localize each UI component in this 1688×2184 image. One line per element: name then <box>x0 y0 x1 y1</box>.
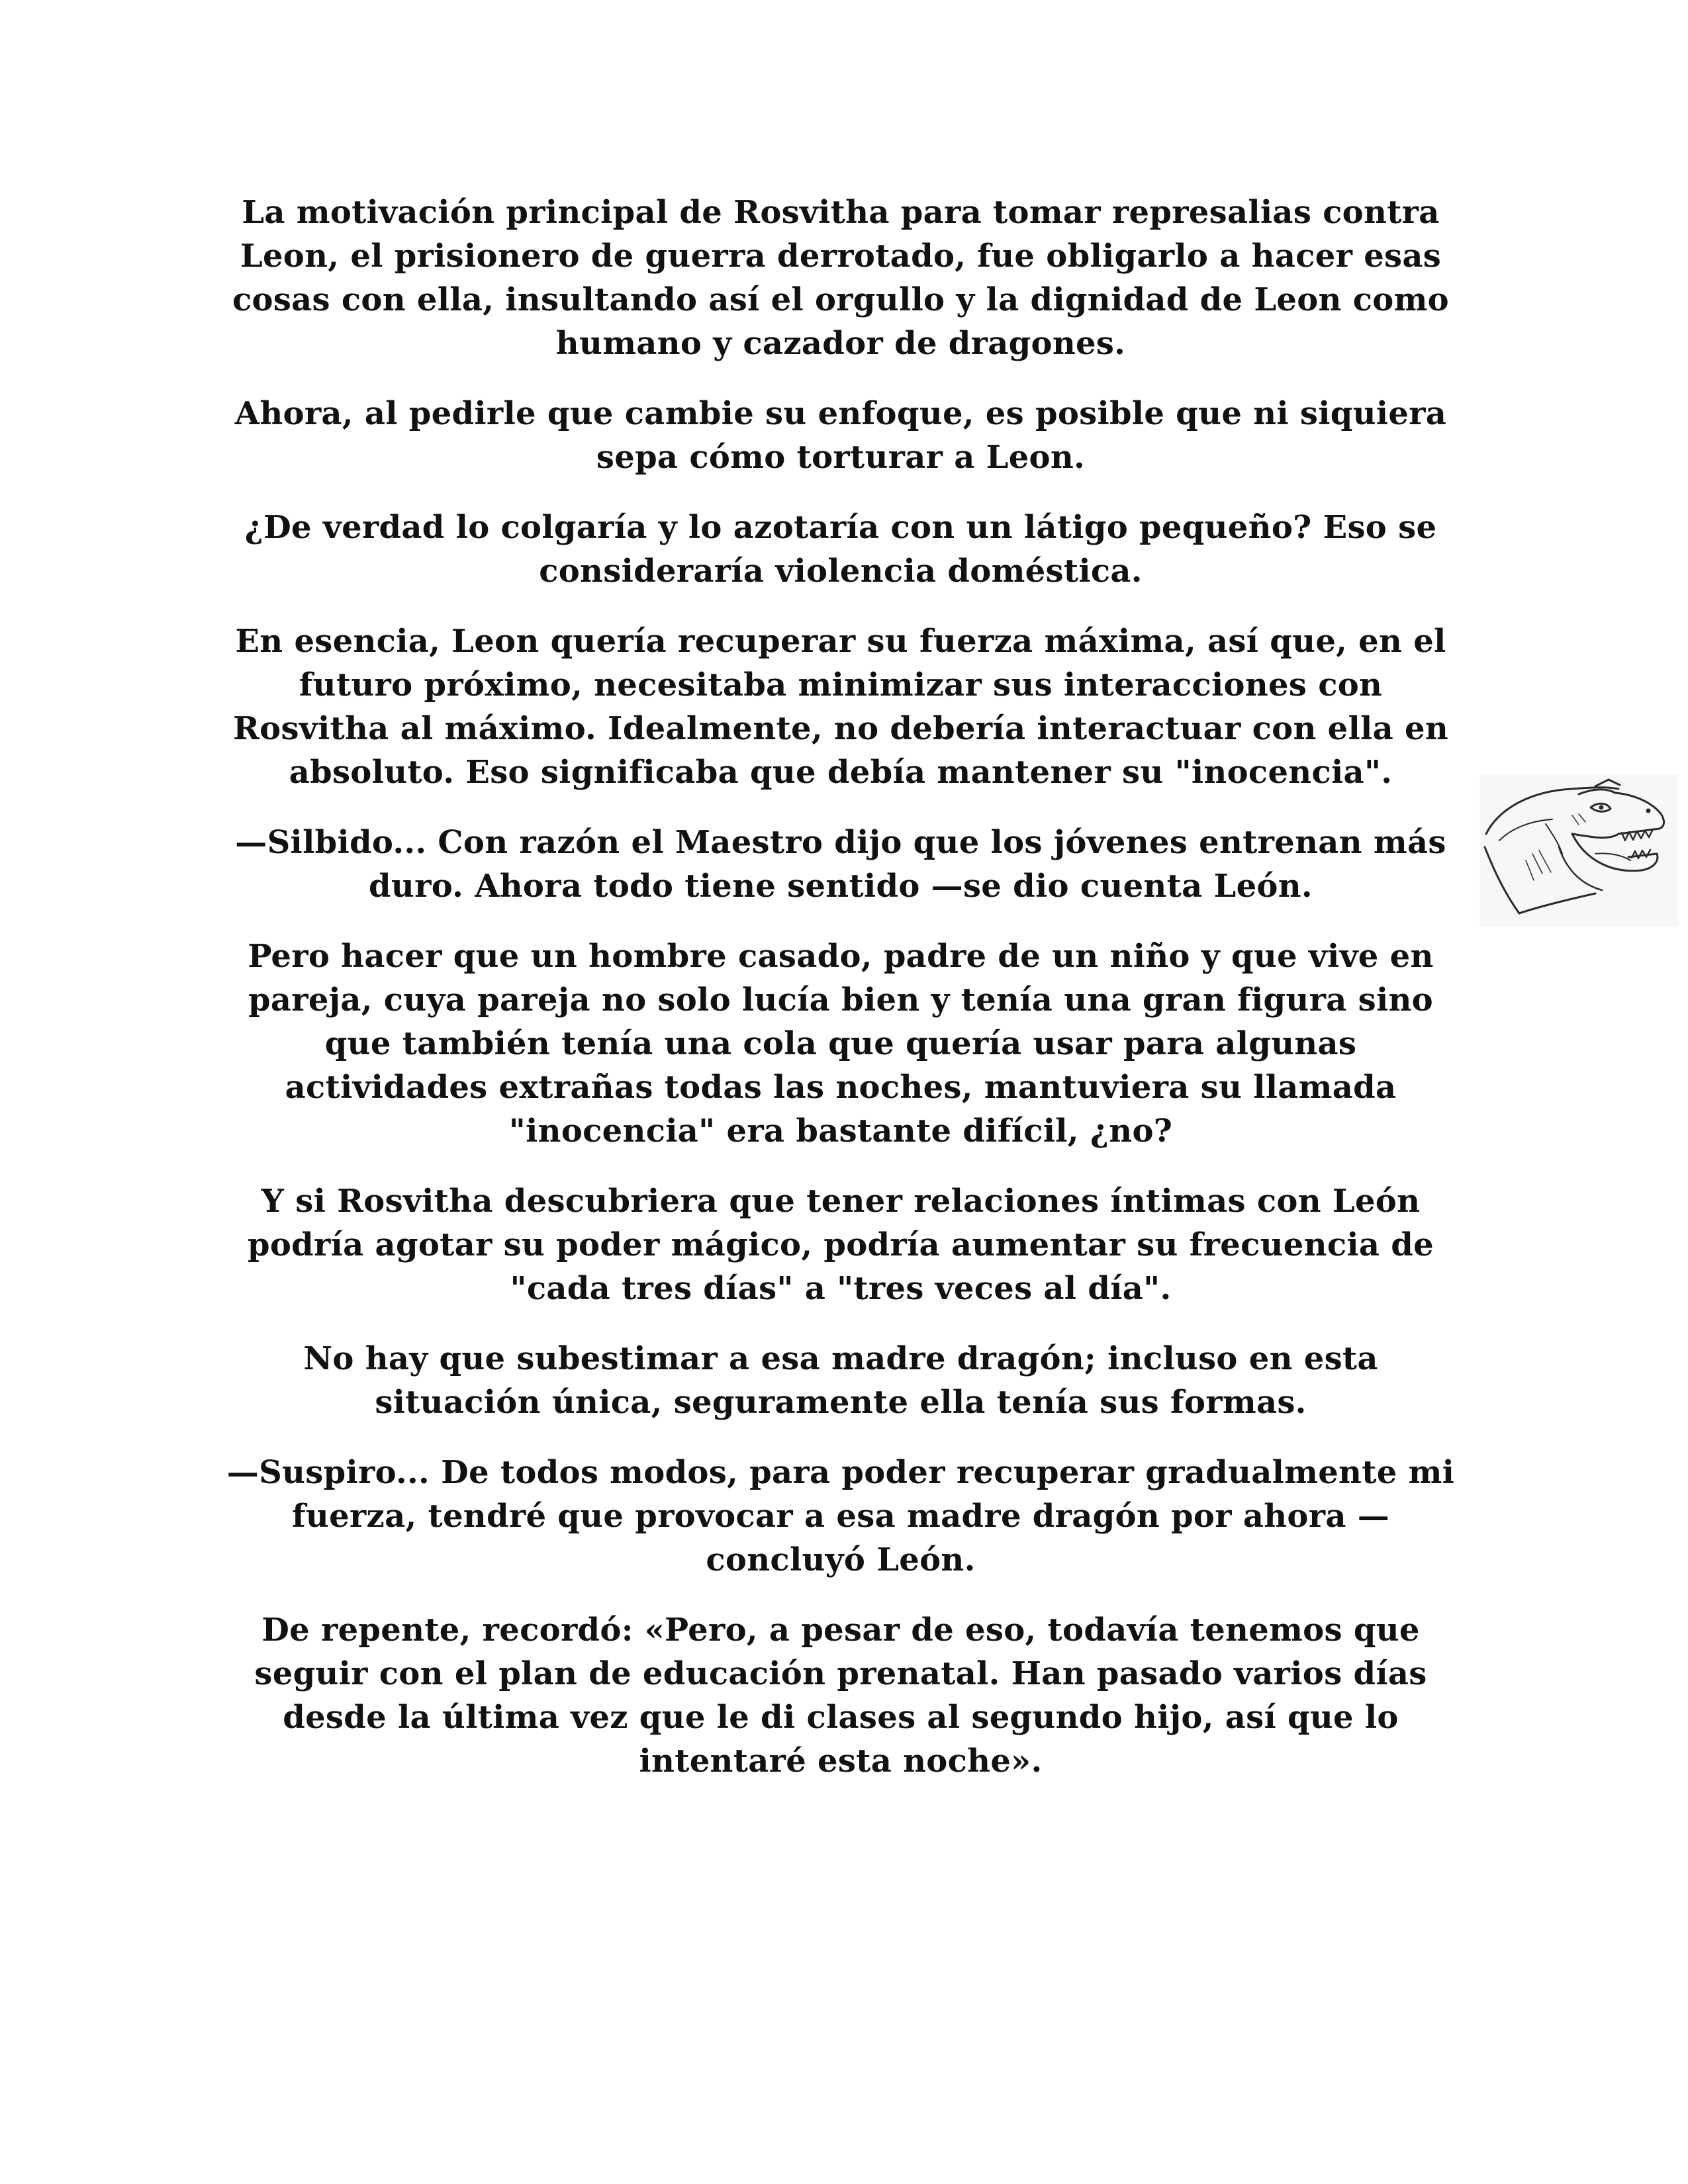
paragraph-2: Ahora, al pedirle que cambie su enfoque, es posible que ni siquiera sepa cómo torturar a Leon. <box>234 395 1447 476</box>
paragraph-10: De repente, recordó: «Pero, a pesar de eso, todavía tenemos que seguir con el plan de educación prenatal. Han pasado varios días desde la última vez que le di clases al segundo hijo, así que lo intentaré esta noche». <box>254 1612 1427 1780</box>
body-text <box>218 191 1463 1809</box>
dragon-head-icon <box>1479 774 1678 927</box>
paragraph-5: —Silbido... Con razón el Maestro dijo que los jóvenes entrenan más duro. Ahora todo tiene sentido —se dio cuenta León. <box>235 824 1446 905</box>
paragraph-9: —Suspiro... De todos modos, para poder recuperar gradualmente mi fuerza, tendré que provocar a esa madre dragón por ahora —concluyó León. <box>226 1454 1455 1578</box>
paragraph-8: No hay que subestimar a esa madre dragón; incluso en esta situación única, seguramente ella tenía sus formas. <box>303 1340 1378 1421</box>
paragraph-7: Y si Rosvitha descubriera que tener relaciones íntimas con León podría agotar su poder mágico, podría aumentar su frecuencia de "cada tres días" a "tres veces al día". <box>247 1183 1434 1307</box>
paragraph-1: La motivación principal de Rosvitha para tomar represalias contra Leon, el prisionero de guerra derrotado, fue obligarlo a hacer esas cosas con ella, insultando así el orgullo y la dignidad de Leon como humano y cazador de dragones. <box>232 194 1449 362</box>
paragraph-4: En esencia, Leon quería recuperar su fuerza máxima, así que, en el futuro próximo, necesitaba minimizar sus interacciones con Rosvitha al máximo. Idealmente, no debería interactuar con ella en absoluto. Eso significaba que debía mantener su "inocencia". <box>232 623 1449 791</box>
paragraph-6: Pero hacer que un hombre casado, padre de un niño y que vive en pareja, cuya pareja no solo lucía bien y tenía una gran figura sino que también tenía una cola que quería usar para algunas actividades extrañas todas las noches, mantuviera su llamada "inocencia" era bastante difícil, ¿no? <box>248 938 1434 1150</box>
paragraph-3: ¿De verdad lo colgaría y lo azotaría con un látigo pequeño? Eso se consideraría violencia doméstica. <box>244 509 1437 590</box>
